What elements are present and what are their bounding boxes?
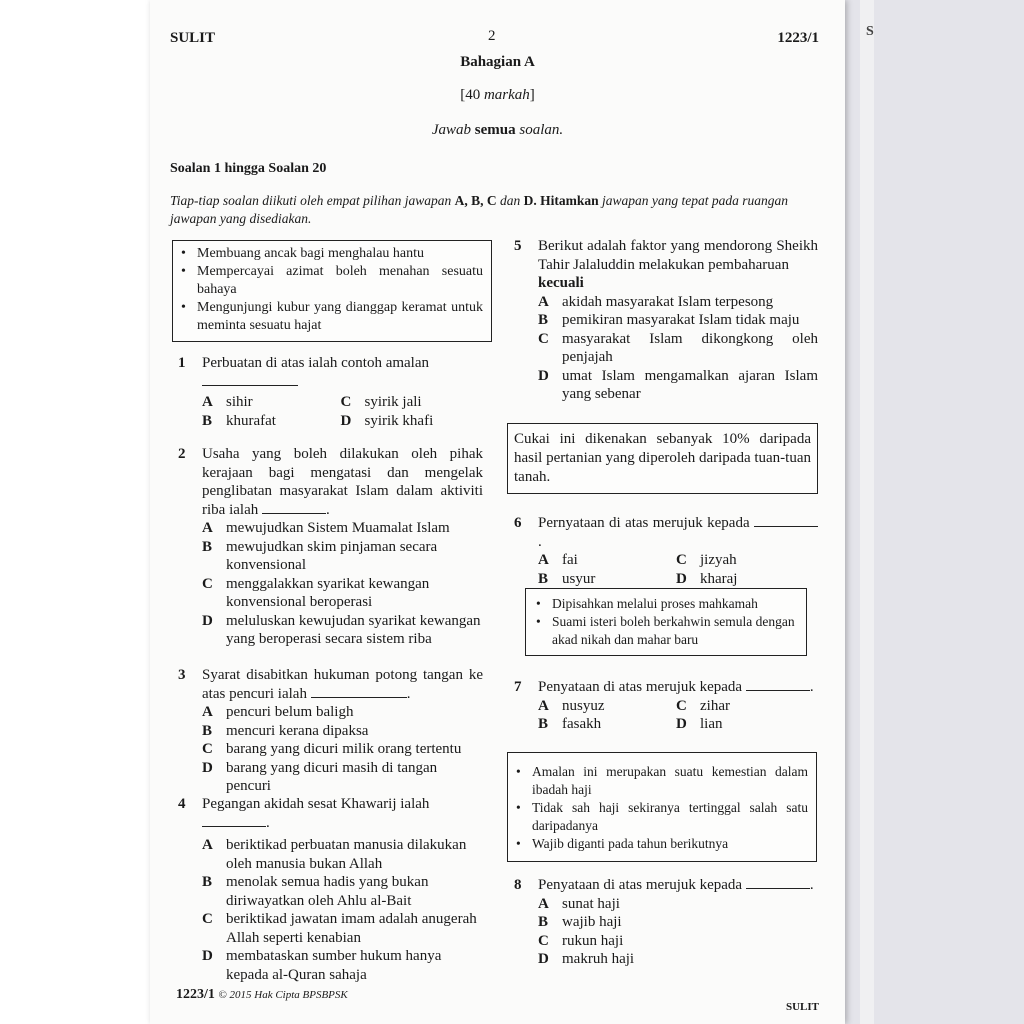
option-d[interactable]: D barang yang dicuri masih di tangan pencuri [202,759,438,794]
question-text: Pegangan akidah sesat Khawarij ialah [202,796,430,812]
header-left: SULIT [170,30,216,46]
option-a[interactable]: A fai [538,552,578,568]
option-a[interactable]: A pencuri belum baligh [202,704,354,720]
stimulus-item: • Membuang ancak bagi menghalau hantu [177,245,483,263]
page-number: 2 [488,28,496,44]
option-d[interactable]: D makruh haji [538,951,635,967]
answer-blank [754,514,818,527]
stimulus-box-4 [507,752,817,862]
question-number: 6 [514,515,522,531]
footer-code: 1223/1 [176,987,215,1002]
answer-blank [746,678,810,691]
question-number: 3 [178,667,186,683]
question-text: Berikut adalah faktor yang mendorong Sheikh Tahir Jalaluddin melakukan pembaharuan [538,238,818,273]
footer-copyright: © 2015 Hak Cipta BPSBPSK [218,989,348,1001]
option-b[interactable]: B mencuri kerana dipaksa [202,722,369,739]
question-text: Penyataan di atas merujuk kepada [538,877,743,893]
stimulus-item: • Dipisahkan melalui proses mahkamah [532,595,798,613]
stimulus-text: Cukai ini dikenakan sebanyak 10% daripada hasil pertanian yang diperoleh daripada tuan-tuan tanah. [514,431,811,485]
option-c[interactable]: C beriktikad jawatan imam adalah anugerah Allah seperti kenabian [202,911,477,946]
option-c[interactable]: C masyarakat Islam dikongkong oleh penjajah [538,330,818,365]
option-b[interactable]: B usyur [538,570,596,587]
stimulus-item: • Wajib diganti pada tahun berikutnya [512,835,808,853]
stimulus-box-1 [172,240,492,342]
option-d[interactable]: D syirik khafi [340,412,434,429]
option-c[interactable]: C zihar [676,697,730,714]
option-c[interactable]: C jizyah [676,552,737,568]
stimulus-item: • Tidak sah haji sekiranya tertinggal salah satu daripadanya [512,799,808,835]
left-background [0,0,150,1024]
footer-right: SULIT [785,1001,819,1013]
next-page-edge [860,0,874,1024]
answer-blank [262,501,326,514]
stimulus-item: • Mengunjungi kubur yang dianggap keramat untuk meminta sesuatu hajat [177,299,483,335]
option-a[interactable]: A mewujudkan Sistem Muamalat Islam [202,520,450,536]
option-b[interactable]: B menolak semua hadis yang bukan diriwayatkan oleh Ahlu al-Bait [202,874,429,909]
option-a[interactable]: A nusyuz [538,697,605,714]
question-5 [514,237,818,404]
option-d[interactable]: D meluluskan kewujudan syarikat kewangan yang beroperasi secara sistem riba [202,612,481,647]
question-text: Syarat disabitkan hukuman potong tangan ke atas pencuri ialah [202,667,483,702]
question-8: 8 Penyataan di atas merujuk kepada . A sunat haji B wajib haji C rukun haji D makruh haji [514,876,818,969]
section-instruction: Jawab semua soalan. [431,122,564,138]
stimulus-box-3 [525,588,807,656]
option-c[interactable]: C barang yang dicuri milik orang tertentu [202,741,462,757]
option-a[interactable]: A sunat haji [538,895,620,912]
stimulus-item: • Mempercayai azimat boleh menahan sesuatu bahaya [177,263,483,299]
option-c[interactable]: C syirik jali [340,394,422,410]
option-b[interactable]: B khurafat [202,412,276,429]
question-text: Usaha yang boleh dilakukan oleh pihak kerajaan bagi mengatasi dan mengelak penglibatan masyarakat Islam dalam aktiviti riba ialah [202,446,483,518]
range-heading: Soalan 1 hingga Soalan 20 [170,161,327,176]
question-3: 3 Syarat disabitkan hukuman potong tangan ke atas pencuri ialah . A pencuri belum baligh B mencuri kerana dipaksa C barang yang dicuri milik orang tertentu D barang yang dicuri masih di tangan pencuri [178,667,483,794]
option-b[interactable]: B fasakh [538,716,602,732]
footer-left [176,987,348,1003]
question-number: 8 [514,877,522,893]
question-2: 2 Usaha yang boleh dilakukan oleh pihak kerajaan bagi mengatasi dan mengelak penglibatan masyarakat Islam dalam aktiviti riba ialah . A mewujudkan Sistem Muamalat Islam B mewujudkan skim pinjaman secara konvensional C menggalakkan syarikat kewangan konvensional beroperasi D meluluskan kewujudan syarikat kewangan yang beroperasi secara sistem riba [178,446,483,647]
stimulus-item: • Suami isteri boleh berkahwin semula dengan akad nikah dan mahar baru [532,613,798,649]
question-number: 5 [514,238,522,254]
except-keyword: kecuali [538,275,584,291]
question-4: 4 Pegangan akidah sesat Khawarij ialah . A beriktikad perbuatan manusia dilakukan oleh manusia bukan Allah B menolak semua hadis yang bukan diriwayatkan oleh Ahlu al-Bait C beriktikad jawatan imam adalah anugerah Allah seperti kenabian D membataskan sumber hukum hanya kepada al-Quran sahaja [178,795,483,984]
answer-blank [202,373,298,386]
question-number: 4 [178,796,186,812]
option-b[interactable]: B wajib haji [538,914,622,930]
option-a[interactable]: A sihir [202,394,253,410]
exam-page [150,0,845,1024]
option-c[interactable]: C menggalakkan syarikat kewangan konvensional beroperasi [202,575,430,610]
option-d[interactable]: D umat Islam mengamalkan ajaran Islam yang sebenar [538,367,818,402]
question-number: 2 [178,446,186,462]
section-marks: [40 markah] [460,87,535,103]
answer-blank [202,814,266,827]
stimulus-item: • Amalan ini merupakan suatu kemestian dalam ibadah haji [512,763,808,799]
answer-blank [746,876,810,889]
option-c[interactable]: C rukun haji [538,932,624,949]
stimulus-box-2 [507,423,818,494]
question-number: 7 [514,679,522,695]
section-title: Bahagian A [460,54,535,70]
question-number: 1 [178,355,186,371]
question-text: Perbuatan di atas ialah contoh amalan [202,355,429,371]
option-d[interactable]: D lian [676,716,723,732]
option-d[interactable]: D membataskan sumber hukum hanya kepada al-Quran sahaja [202,948,442,983]
answer-blank [311,685,407,698]
question-1 [178,354,483,430]
header-right: 1223/1 [777,30,819,46]
option-b[interactable]: B pemikiran masyarakat Islam tidak maju [538,312,800,328]
option-a[interactable]: A beriktikad perbuatan manusia dilakukan oleh manusia bukan Allah [202,837,467,872]
question-6: 6 Pernyataan di atas merujuk kepada . A fai C jizyah B usyur D kharaj [514,514,818,588]
option-b[interactable]: B mewujudkan skim pinjaman secara konvensional [202,538,438,573]
question-7: 7 Penyataan di atas merujuk kepada . A nusyuz C zihar B fasakh D lian [514,678,818,734]
general-instructions: Tiap-tiap soalan diikuti oleh empat pilihan jawapan A, B, C dan D. Hitamkan jawapan yang tepat pada ruangan jawapan yang disediakan. [170,193,789,226]
question-text: Pernyataan di atas merujuk kepada [538,515,750,531]
option-d[interactable]: D kharaj [676,570,738,587]
option-a[interactable]: A akidah masyarakat Islam terpesong [538,293,774,310]
question-text: Penyataan di atas merujuk kepada [538,679,743,695]
next-page-fragment: S [866,24,874,39]
